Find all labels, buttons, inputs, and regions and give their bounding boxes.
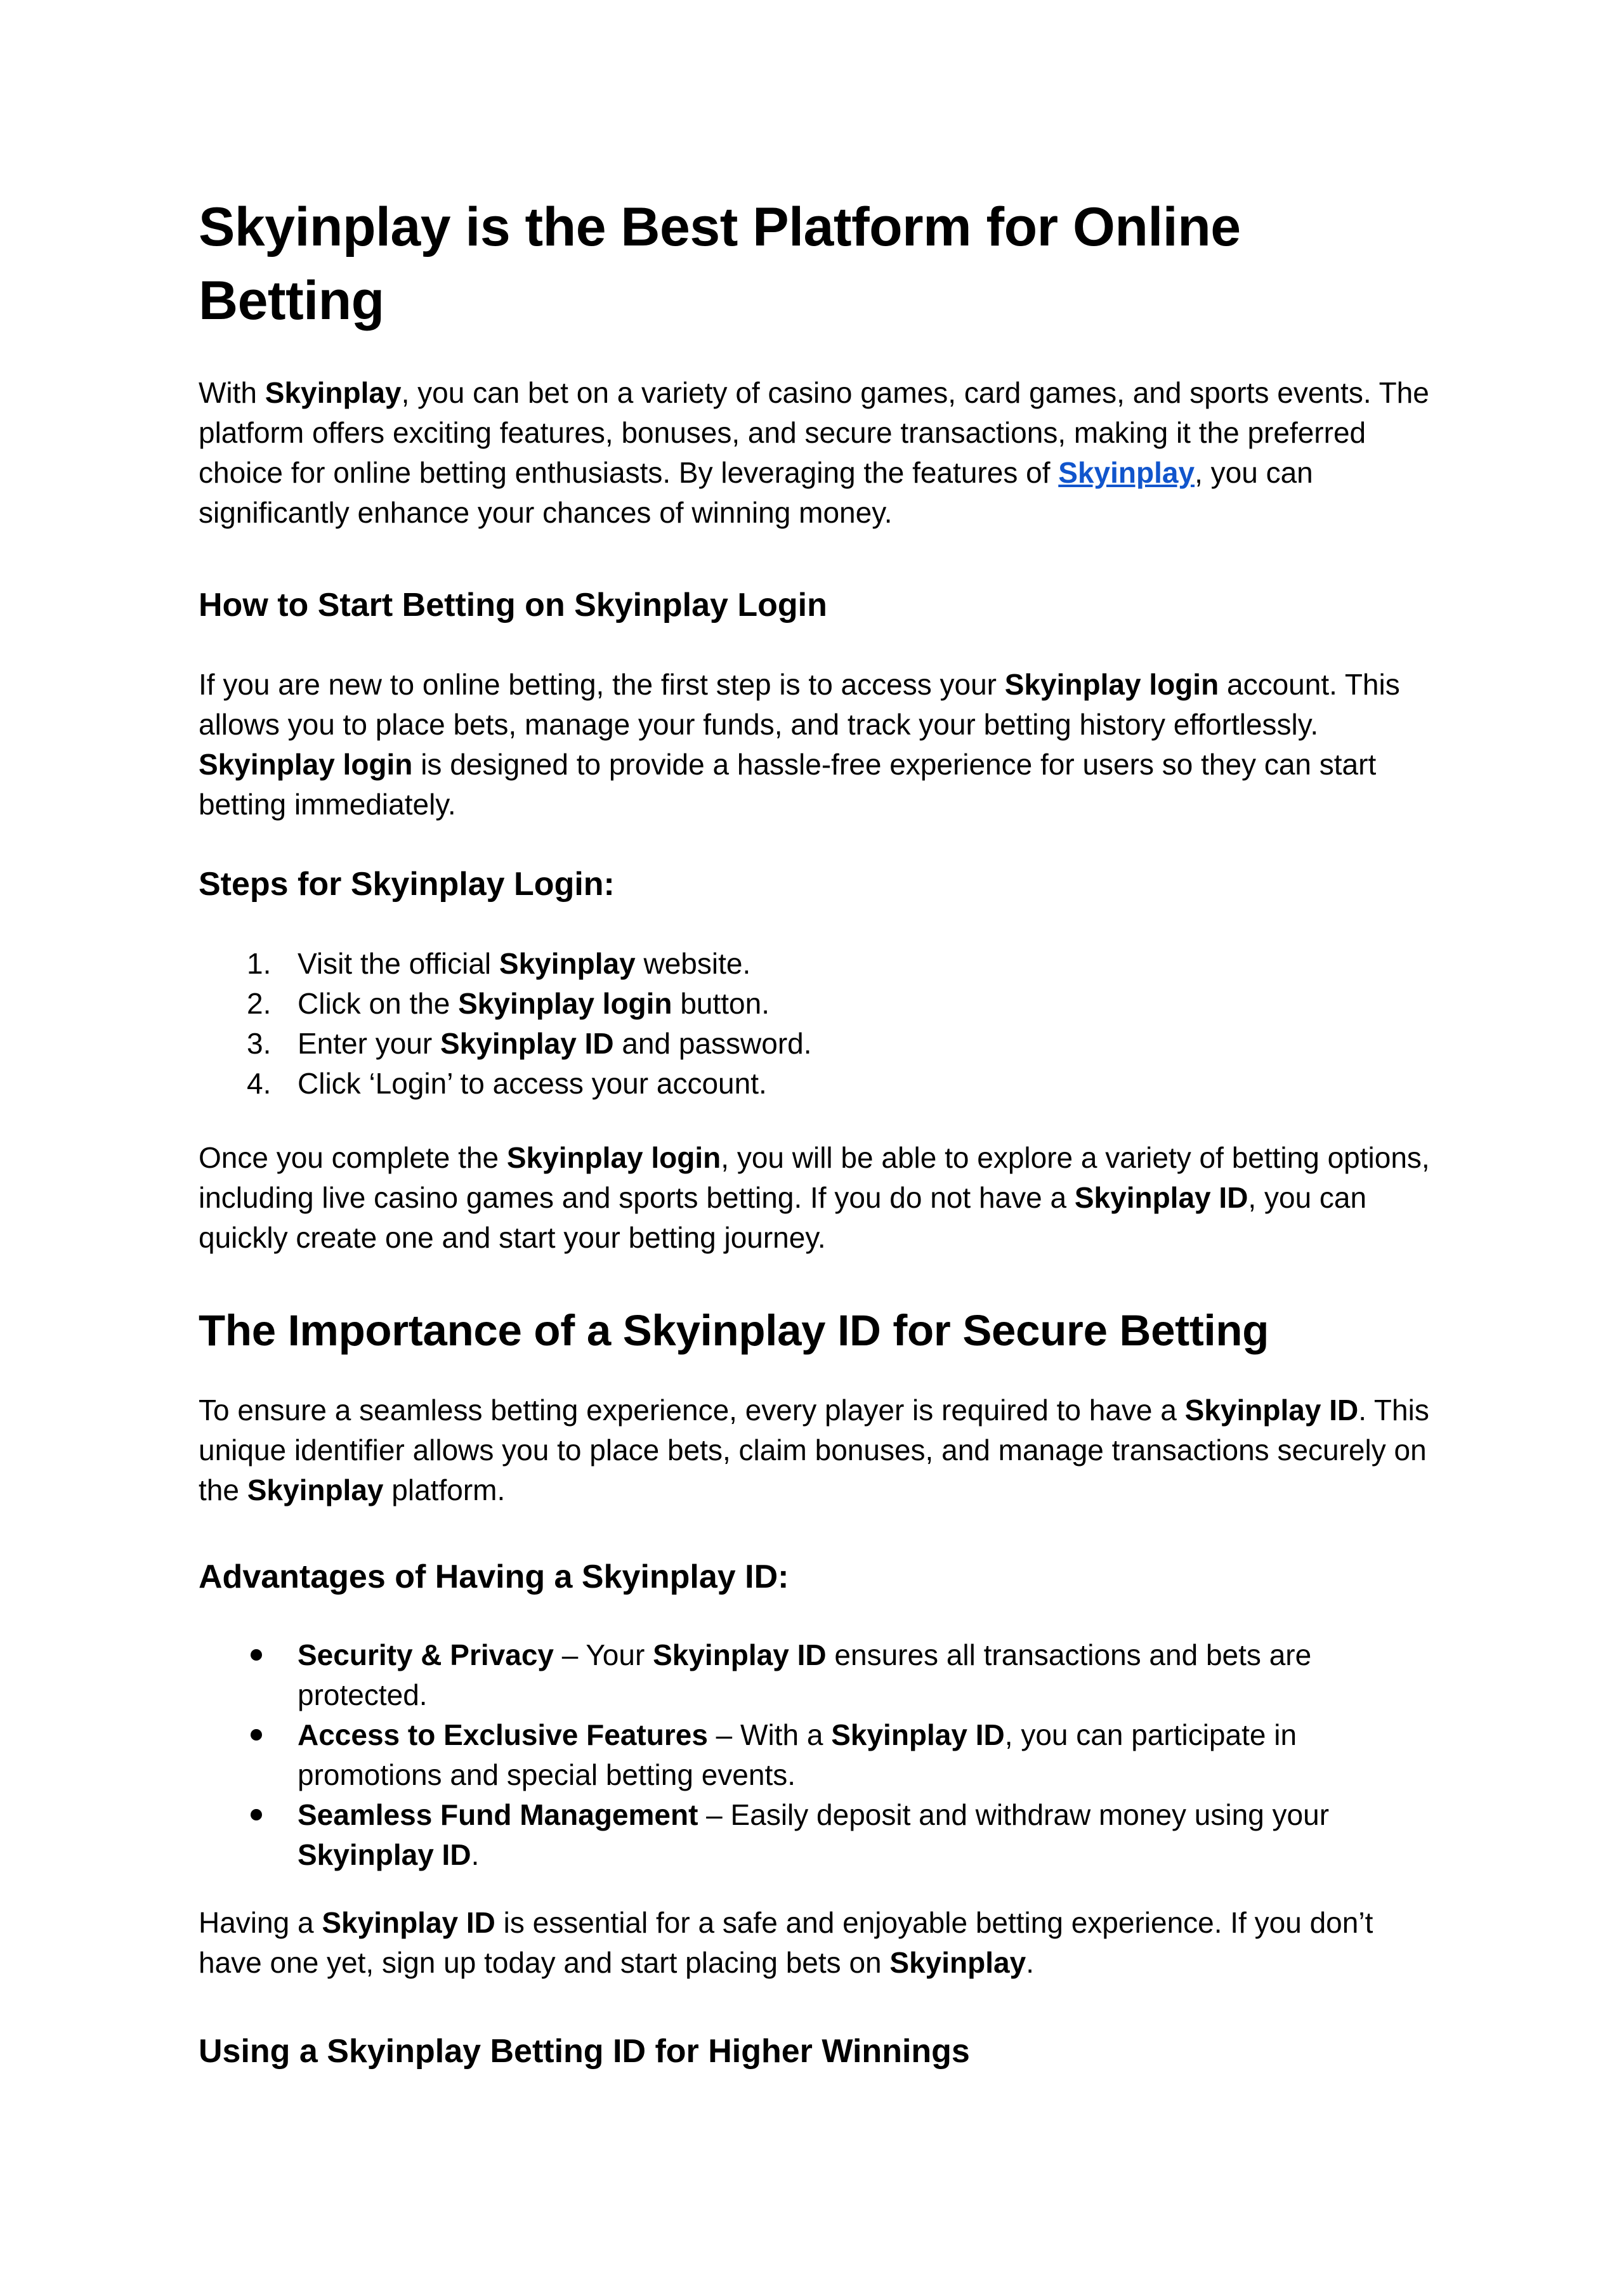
bold-text: Skyinplay ID [831, 1718, 1005, 1751]
advantage-label: Seamless Fund Management [298, 1798, 698, 1831]
bold-text: Skyinplay login [506, 1141, 721, 1174]
bold-text: Skyinplay login [199, 748, 413, 781]
text: button. [672, 987, 769, 1020]
text: Click ‘Login’ to access your account. [298, 1067, 767, 1100]
text: . This unique identifier allows you to place bets, claim bonuses, and manage transactions securely on the [199, 1394, 1429, 1506]
after-steps-paragraph [199, 1138, 1442, 1258]
text: – With a [707, 1718, 832, 1751]
text: , you will be able to explore a variety of betting options, including live casino games and sports betting. If you do not have a [199, 1141, 1430, 1214]
skyinplay-link[interactable]: Skyinplay [1058, 456, 1195, 489]
text: – Easily deposit and withdraw money using your [698, 1798, 1330, 1831]
document-title: Skyinplay is the Best Platform for Online Betting [199, 197, 1241, 331]
advantage-item [199, 1635, 1404, 1715]
step-item [199, 944, 1404, 984]
advantage-item [199, 1715, 1404, 1795]
text: platform. [383, 1473, 506, 1506]
text: Having a [199, 1906, 322, 1939]
bold-text: Skyinplay ID [1184, 1394, 1359, 1427]
intro-paragraph [199, 373, 1442, 533]
text: If you are new to online betting, the first step is to access your [199, 668, 1005, 701]
text: ensures all transactions and bets are protected. [298, 1638, 1312, 1711]
bold-text: Skyinplay ID [1074, 1181, 1248, 1214]
bold-text: Skyinplay login [1004, 668, 1219, 701]
text: , you can participate in promotions and special betting events. [298, 1718, 1297, 1791]
text: is designed to provide a hassle-free experience for users so they can start betting immediately. [199, 748, 1377, 821]
text: – Your [554, 1638, 653, 1671]
bullet-icon [251, 1809, 262, 1820]
section-heading-higher-winnings: Using a Skyinplay Betting ID for Higher Winnings [199, 2033, 970, 2070]
text: , you can significantly enhance your chances of winning money. [199, 456, 1313, 529]
step-item [199, 984, 1404, 1024]
after-advantages-paragraph [199, 1903, 1442, 1983]
section-heading-how-to-start: How to Start Betting on Skyinplay Login [199, 587, 827, 624]
text: To ensure a seamless betting experience, every player is required to have a [199, 1394, 1185, 1427]
advantage-label: Access to Exclusive Features [298, 1718, 708, 1751]
bold-text: Skyinplay ID [298, 1838, 471, 1871]
text: , you can bet on a variety of casino games, card games, and sports events. The platform offers exciting features, bonuses, and secure transactions, making it the preferred choice for online betting enthusiasts. By leveraging the features of [199, 376, 1429, 489]
steps-heading: Steps for Skyinplay Login: [199, 866, 615, 903]
step-number: 4. [247, 1067, 272, 1100]
advantage-item [199, 1795, 1404, 1875]
step-number: 3. [247, 1027, 272, 1060]
step-item [199, 1024, 1404, 1064]
step-item [199, 1064, 1404, 1104]
advantage-label: Security & Privacy [298, 1638, 554, 1671]
step-number: 1. [247, 947, 272, 980]
bold-text: Skyinplay [247, 1473, 384, 1506]
text: . [1026, 1946, 1034, 1979]
advantages-list [199, 1635, 1404, 1875]
text: website. [635, 947, 751, 980]
advantages-heading: Advantages of Having a Skyinplay ID: [199, 1558, 789, 1595]
bold-text: Skyinplay [499, 947, 636, 980]
step-number: 2. [247, 987, 272, 1020]
bold-text: Skyinplay [889, 1946, 1026, 1979]
section-heading-importance: The Importance of a Skyinplay ID for Secure Betting [199, 1306, 1269, 1355]
bold-text: Skyinplay [265, 376, 402, 409]
text: Visit the official [298, 947, 499, 980]
steps-list [199, 944, 1404, 1104]
text: Enter your [298, 1027, 440, 1060]
text: Click on the [298, 987, 459, 1020]
text: , you can quickly create one and start your betting journey. [199, 1181, 1367, 1254]
importance-paragraph [199, 1390, 1442, 1510]
bullet-icon [251, 1649, 262, 1661]
how-to-start-paragraph [199, 665, 1442, 825]
text: account. This allows you to place bets, manage your funds, and track your betting history effortlessly. [199, 668, 1400, 741]
text: is essential for a safe and enjoyable betting experience. If you don’t have one yet, sign up today and start placing bets on [199, 1906, 1373, 1979]
bold-text: Skyinplay ID [653, 1638, 827, 1671]
bold-text: Skyinplay ID [440, 1027, 614, 1060]
text: Once you complete the [199, 1141, 507, 1174]
text: and password. [613, 1027, 812, 1060]
bullet-icon [251, 1729, 262, 1741]
bold-text: Skyinplay ID [322, 1906, 495, 1939]
text: . [471, 1838, 480, 1871]
bold-text: Skyinplay login [458, 987, 672, 1020]
text: With [199, 376, 265, 409]
